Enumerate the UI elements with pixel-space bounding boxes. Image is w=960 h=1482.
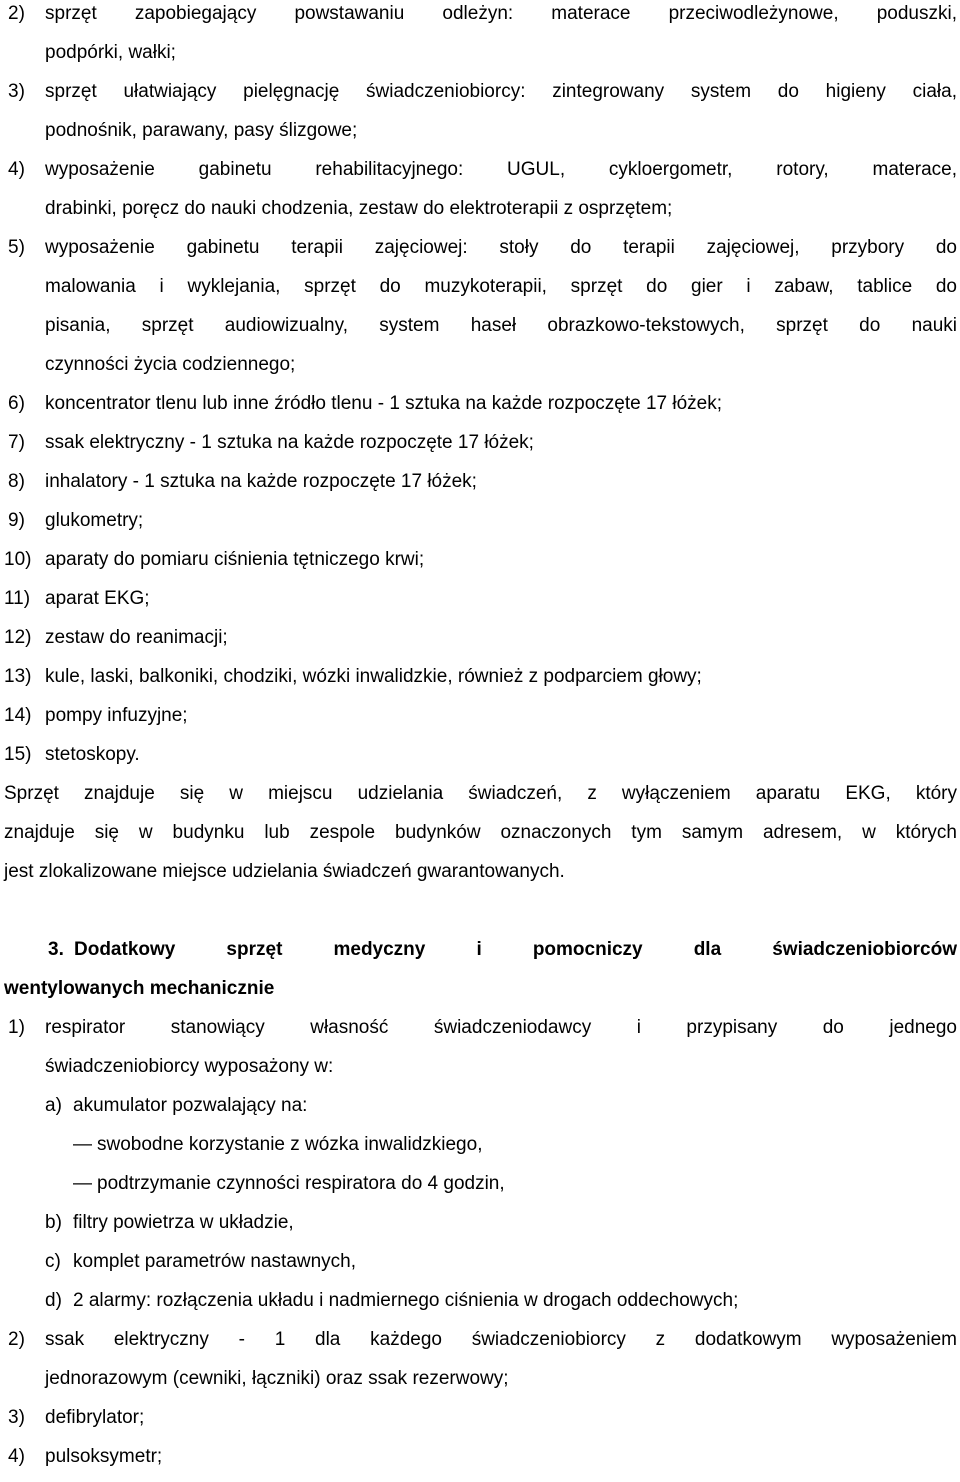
list-item-line: pisania, sprzęt audiowizualny, system haseł obrazkowo-tekstowych, sprzęt do nauki <box>45 315 957 336</box>
list-item-line: glukometry; <box>45 510 144 531</box>
list-number: 7) <box>8 432 25 453</box>
dash-item: swobodne korzystanie z wózka inwalidzkiego, <box>97 1134 483 1155</box>
list-item-line: inhalatory - 1 sztuka na każde rozpoczęte 17 łóżek; <box>45 471 477 492</box>
paragraph-line: jest zlokalizowane miejsce udzielania świadczeń gwarantowanych. <box>4 861 565 882</box>
list-item-line: koncentrator tlenu lub inne źródło tlenu - 1 sztuka na każde rozpoczęte 17 łóżek; <box>45 393 723 414</box>
section-title: Dodatkowy sprzęt medyczny i pomocniczy dla świadczeniobiorców <box>74 939 957 960</box>
sublist-item: akumulator pozwalający na: <box>73 1095 308 1116</box>
list-number: 3) <box>8 1407 25 1428</box>
list-item-line: ssak elektryczny - 1 dla każdego świadczeniobiorcy z dodatkowym wyposażeniem <box>45 1329 957 1350</box>
sublist-letter: a) <box>45 1095 62 1116</box>
list-item-line: stetoskopy. <box>45 744 140 765</box>
list-item-line: zestaw do reanimacji; <box>45 627 228 648</box>
list-item-line: aparaty do pomiaru ciśnienia tętniczego krwi; <box>45 549 425 570</box>
list-item-line: świadczeniobiorcy wyposażony w: <box>45 1056 334 1077</box>
list-number: 14) <box>4 705 32 726</box>
sublist-item: filtry powietrza w układzie, <box>73 1212 294 1233</box>
sublist-letter: d) <box>45 1290 62 1311</box>
sublist-item: 2 alarmy: rozłączenia układu i nadmiernego ciśnienia w drogach oddechowych; <box>73 1290 739 1311</box>
dash-bullet: — <box>73 1173 92 1194</box>
list-item-line: jednorazowym (cewniki, łączniki) oraz ssak rezerwowy; <box>45 1368 509 1389</box>
list-number: 15) <box>4 744 32 765</box>
list-number: 4) <box>8 1446 25 1467</box>
sublist-item: komplet parametrów nastawnych, <box>73 1251 357 1272</box>
list-item-line: podpórki, wałki; <box>45 42 176 63</box>
section-title: wentylowanych mechanicznie <box>4 978 275 999</box>
list-item-line: wyposażenie gabinetu rehabilitacyjnego: UGUL, cykloergometr, rotory, materace, <box>45 159 957 180</box>
list-item-line: podnośnik, parawany, pasy ślizgowe; <box>45 120 358 141</box>
list-number: 9) <box>8 510 25 531</box>
paragraph-line: znajduje się w budynku lub zespole budynków oznaczonych tym samym adresem, w których <box>4 822 957 843</box>
section-number: 3. <box>48 939 64 960</box>
list-number: 5) <box>8 237 25 258</box>
list-number: 11) <box>4 588 31 609</box>
list-item-line: respirator stanowiący własność świadczeniodawcy i przypisany do jednego <box>45 1017 957 1038</box>
list-item-line: drabinki, poręcz do nauki chodzenia, zestaw do elektroterapii z osprzętem; <box>45 198 673 219</box>
list-number: 10) <box>4 549 32 570</box>
list-item-line: defibrylator; <box>45 1407 145 1428</box>
list-item-line: aparat EKG; <box>45 588 150 609</box>
list-number: 12) <box>4 627 32 648</box>
list-item-line: wyposażenie gabinetu terapii zajęciowej: stoły do terapii zajęciowej, przybory do <box>45 237 957 258</box>
list-number: 13) <box>4 666 32 687</box>
list-number: 4) <box>8 159 25 180</box>
list-number: 2) <box>8 1329 25 1350</box>
list-item-line: kule, laski, balkoniki, chodziki, wózki inwalidzkie, również z podparciem głowy; <box>45 666 702 687</box>
list-item-line: malowania i wyklejania, sprzęt do muzykoterapii, sprzęt do gier i zabaw, tablice do <box>45 276 957 297</box>
list-number: 1) <box>8 1017 25 1038</box>
list-item-line: sprzęt ułatwiający pielęgnację świadczeniobiorcy: zintegrowany system do higieny ciała, <box>45 81 957 102</box>
dash-bullet: — <box>73 1134 92 1155</box>
list-item-line: ssak elektryczny - 1 sztuka na każde rozpoczęte 17 łóżek; <box>45 432 534 453</box>
list-number: 6) <box>8 393 25 414</box>
sublist-letter: b) <box>45 1212 62 1233</box>
list-number: 8) <box>8 471 25 492</box>
sublist-letter: c) <box>45 1251 61 1272</box>
list-item-line: pulsoksymetr; <box>45 1446 163 1467</box>
list-item-line: czynności życia codziennego; <box>45 354 296 375</box>
list-number: 3) <box>8 81 25 102</box>
dash-item: podtrzymanie czynności respiratora do 4 godzin, <box>97 1173 505 1194</box>
list-number: 2) <box>8 3 25 24</box>
paragraph-line: Sprzęt znajduje się w miejscu udzielania świadczeń, z wyłączeniem aparatu EKG, który <box>4 783 957 804</box>
list-item-line: pompy infuzyjne; <box>45 705 188 726</box>
list-item-line: sprzęt zapobiegający powstawaniu odleżyn: materace przeciwodleżynowe, poduszki, <box>45 3 957 24</box>
